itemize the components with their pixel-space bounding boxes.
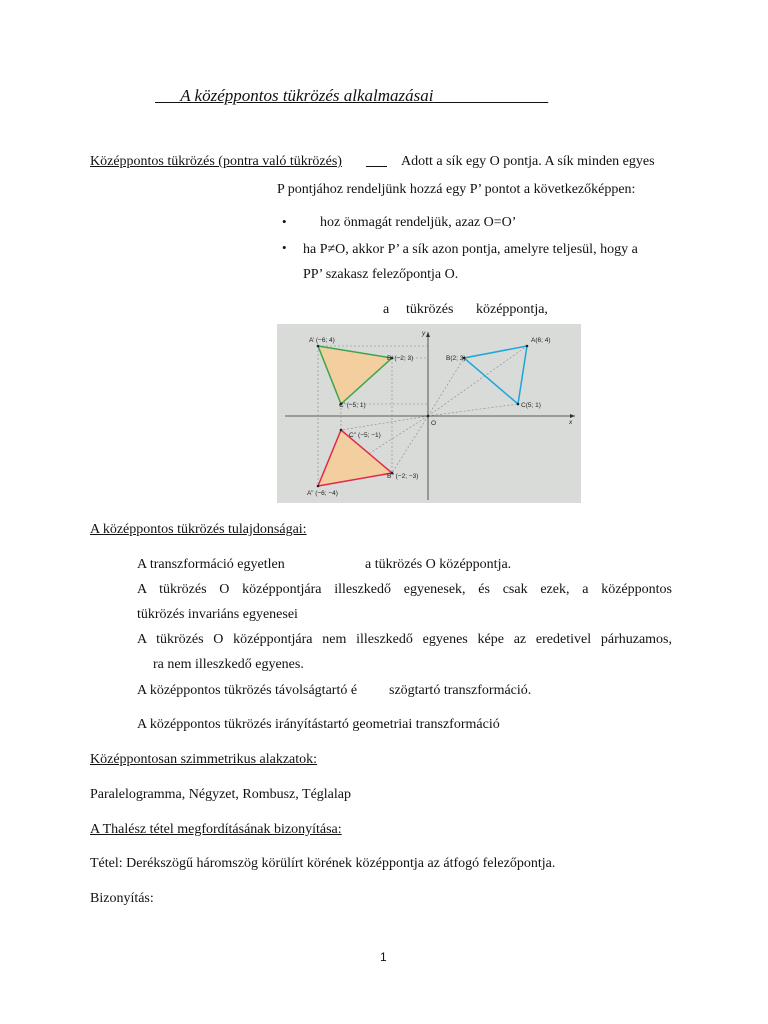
thales-theorem: Tétel: Derékszögű háromszög körülírt körének középpontja az átfogó felezőpontja. [90,856,556,871]
label-a1: A’ (−6; 4) [309,337,335,344]
symmetric-heading: Középpontosan szimmetrikus alakzatok: [90,752,318,767]
bullet-dot: • [282,214,287,229]
label-a2: A’’ (−6; −4) [307,490,338,497]
caption-word: középpontja, [476,302,548,317]
page-title: A középpontos tükrözés alkalmazásai [180,86,434,105]
properties-heading: A középpontos tükrözés tulajdonságai: [90,522,307,537]
underline-blank [366,153,387,171]
coordinate-plane [277,324,581,503]
label-a: A(6; 4) [531,337,551,344]
property-4a: A középpontos tükrözés távolságtartó é [137,683,358,698]
bullet-dot: • [282,240,287,255]
label-c1: C’ (−5; 1) [339,402,366,409]
property-2-line-1: A tükrözés O középpontjára illeszkedő egyenesek, és csak ezek, a középpontos [137,582,672,597]
x-axis-arrow [570,414,575,418]
symmetric-list: Paralelogramma, Négyzet, Rombusz, Téglalap [90,787,351,802]
page-number: 1 [380,950,387,964]
definition-term: Középpontos tükrözés (pontra való tükrözés) [90,154,342,169]
property-2-line-2: tükrözés invariáns egyenesei [137,607,298,622]
label-x-axis: x [569,419,573,426]
definition-text-2: P pontjához rendeljünk hozzá egy P’ pontot a következőképpen: [277,182,636,197]
property-3-line-2: ra nem illeszkedő egyenes. [153,657,304,672]
label-b1: B’ (−2; 3) [387,355,414,362]
label-b2: B’’ (−2; −3) [387,473,419,480]
thales-proof: Bizonyítás: [90,891,154,906]
property-1b: a tükrözés O középpontja. [365,557,512,572]
property-5: A középpontos tükrözés irányítástartó geometriai transzformáció [137,717,500,732]
label-c2: C’’ (−5; −1) [349,432,381,439]
label-b: B(2; 3) [446,355,466,362]
caption-word: tükrözés [406,302,454,317]
thales-heading: A Thalész tétel megfordításának bizonyítása: [90,822,342,837]
reflection-figure [277,324,581,503]
definition-text-1: Adott a sík egy O pontja. A sík minden egyes [401,154,655,169]
bullet-item-1: hoz önmagát rendeljük, azaz O=O’ [320,215,517,230]
label-origin: O [431,420,437,427]
property-4b: szögtartó transzformáció. [389,683,532,698]
property-3-line-1: A tükrözés O középpontjára nem illeszkedő egyenes képe az eredetivel párhuzamos, [137,632,672,647]
property-1a: A transzformáció egyetlen [137,557,285,572]
label-c: C(5; 1) [521,402,541,409]
y-axis-arrow [426,332,430,337]
label-y-axis: y [422,330,426,337]
triangle-abc [464,346,527,404]
caption-word: a [383,302,390,317]
triangle-a1b1c1 [318,346,392,404]
bullet-item-2-line-2: PP’ szakasz felezőpontja O. [303,267,459,282]
bullet-item-2-line-1: ha P≠O, akkor P’ a sík azon pontja, amelyre teljesül, hogy a [303,242,638,257]
